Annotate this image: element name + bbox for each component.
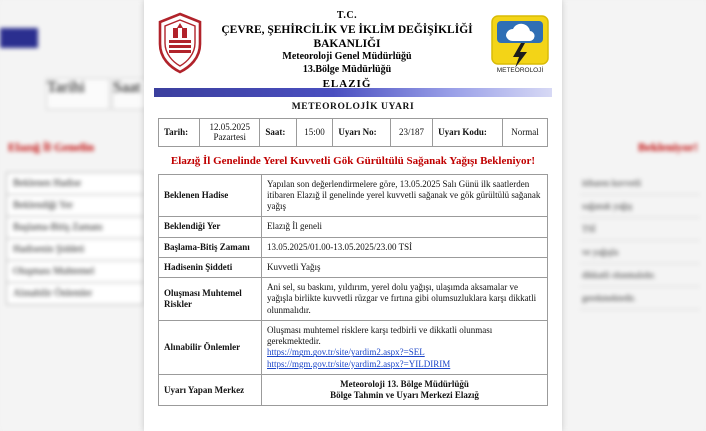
row-value: 13.05.2025/01.00-13.05.2025/23.00 TSİ xyxy=(262,237,548,257)
row-key: Alınabilir Önlemler xyxy=(159,320,262,374)
header-regional-directorate: 13.Bölge Müdürlüğü xyxy=(302,63,392,75)
row-key: Beklendiği Yer xyxy=(159,217,262,237)
table-row-issuer xyxy=(159,374,548,406)
background-row-label: Alınabilir Önlemler xyxy=(7,283,143,305)
warning-code-value: Normal xyxy=(502,119,547,147)
info-table xyxy=(158,118,548,147)
precaution-link-yildirim[interactable]: https://mgm.gov.tr/site/yardim2.aspx?=YILDIRIM xyxy=(267,358,451,369)
ministry-emblem-icon xyxy=(152,8,208,74)
row-key: Uyarı Yapan Merkez xyxy=(159,374,262,406)
table-row xyxy=(159,257,548,277)
header-tc: T.C. xyxy=(336,10,358,21)
document-header xyxy=(144,0,562,91)
row-value: Yapılan son değerlendirmelere göre, 13.05.2025 Salı Günü ilk saatlerden itibaren Elazığ il genelinde yerel kuvvetli sağanak ve gök gürültülü sağanak yağış xyxy=(262,174,548,217)
table-row xyxy=(159,217,548,237)
background-left-table xyxy=(6,172,144,305)
table-row-precautions xyxy=(159,320,548,374)
background-right-text: TSİ xyxy=(580,218,700,241)
background-red-headline-right: Bekleniyor! xyxy=(638,140,698,154)
issuer-line-2: Bölge Tahmin ve Uyarı Merkezi Elazığ xyxy=(330,390,479,401)
info-row xyxy=(159,119,548,147)
header-ministry: ÇEVRE, ŞEHİRCİLİK VE İKLİM DEĞİŞİKLİĞİ BAKANLIĞI xyxy=(221,23,473,50)
precautions-text: Oluşması muhtemel risklere karşı tedbirli ve dikkatli olunması gerekmektedir. xyxy=(267,324,493,347)
background-blue-bar xyxy=(0,28,38,48)
row-key: Oluşması Muhtemel Riskler xyxy=(159,278,262,321)
background-right-text: itibaren kuvvetli xyxy=(580,172,700,195)
date-label: Tarih: xyxy=(159,119,200,147)
warning-code-label: Uyarı Kodu: xyxy=(433,119,503,147)
time-value: 15:00 xyxy=(296,119,333,147)
row-key: Hadisenin Şiddeti xyxy=(159,257,262,277)
background-row-label: Beklenen Hadise xyxy=(7,173,143,195)
svg-text:METEOROLOJİ: METEOROLOJİ xyxy=(496,67,544,74)
background-row-label: Beklendiği Yer xyxy=(7,195,143,217)
meteoroloji-logo-icon xyxy=(486,8,554,74)
background-red-headline-left: Elazığ İl Genelin xyxy=(8,140,95,154)
band-title: METEOROLOJİK UYARI xyxy=(291,102,415,112)
table-row xyxy=(159,174,548,217)
background-row-label: Hadisenin Şiddeti xyxy=(7,239,143,261)
header-text-block xyxy=(208,8,486,92)
table-row xyxy=(159,237,548,257)
table-row xyxy=(159,278,548,321)
warning-document xyxy=(144,0,562,431)
background-row-label: Başlama-Bitiş Zamanı xyxy=(7,217,143,239)
background-right-text: gerekmektedir. xyxy=(580,287,700,310)
date-value xyxy=(200,119,260,147)
row-key: Başlama-Bitiş Zamanı xyxy=(159,237,262,257)
background-row-label: Oluşması Muhtemel xyxy=(7,261,143,283)
date-value-day: Pazartesi xyxy=(213,132,246,143)
warning-details-table xyxy=(158,174,548,407)
row-value: Elazığ İl geneli xyxy=(262,217,548,237)
background-right-text: sağanak yağış xyxy=(580,195,700,218)
header-general-directorate: Meteoroloji Genel Müdürlüğü xyxy=(282,51,412,63)
background-right-column xyxy=(580,172,700,310)
row-value: Ani sel, su baskını, yıldırım, yerel dolu yağışı, ulaşımda aksamalar ve yağışla birlikte kuvvetli rüzgar ve fırtına gibi olumsuzluklara karşı dikkatli olunmalıdır. xyxy=(262,278,548,321)
date-value-date: 12.05.2025 xyxy=(209,122,250,132)
time-label: Saat: xyxy=(260,119,296,147)
warning-no-label: Uyarı No: xyxy=(333,119,391,147)
background-field-tarih: Tarihi xyxy=(46,78,110,110)
row-value: Kuvvetli Yağış xyxy=(262,257,548,277)
issuer-line-1: Meteoroloji 13. Bölge Müdürlüğü xyxy=(340,378,469,389)
warning-no-value: 23/187 xyxy=(390,119,432,147)
warning-headline: Elazığ İl Genelinde Yerel Kuvvetli Gök Gürültülü Sağanak Yağışı Bekleniyor! xyxy=(170,154,536,167)
background-field-saat: Saat xyxy=(112,78,150,110)
row-value xyxy=(262,374,548,406)
background-right-text: ve yağışla xyxy=(580,241,700,264)
row-value xyxy=(262,320,548,374)
background-right-text: dikkatli olunmalıdır. xyxy=(580,264,700,287)
row-key: Beklenen Hadise xyxy=(159,174,262,217)
header-city: ELAZIĞ xyxy=(322,78,372,91)
precaution-link-sel[interactable]: https://mgm.gov.tr/site/yardim2.aspx?=SEL xyxy=(267,347,425,358)
